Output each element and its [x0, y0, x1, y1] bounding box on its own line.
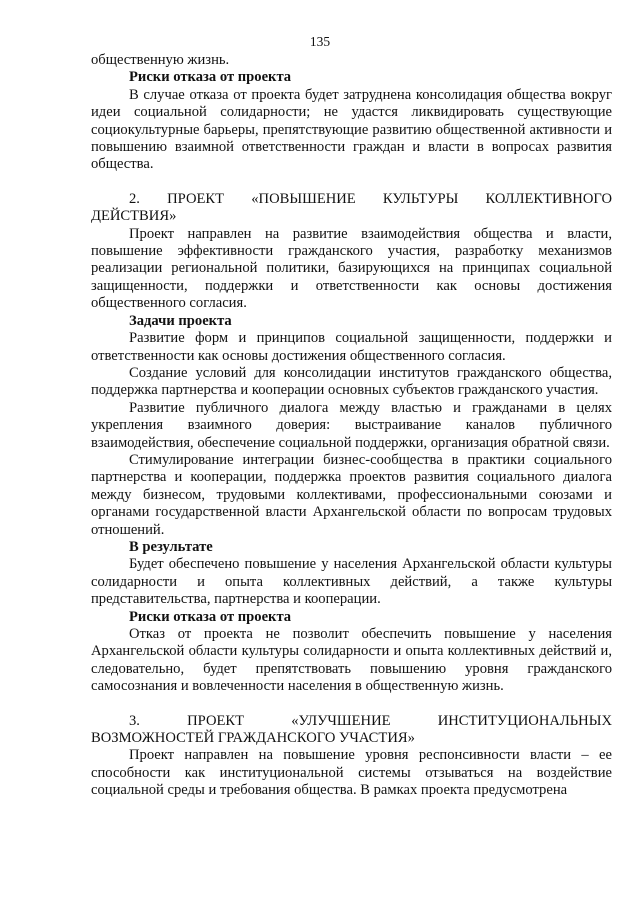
paragraph: Стимулирование интеграции бизнес-сообщества в практики социального партнерства и кооперации, поддержка проектов развития социального диалога между бизнесом, трудовыми коллективами, профессиональными союзами и органами государственной власти Архангельской области по вопросам трудовых отношений.	[91, 451, 612, 538]
section-spacer	[91, 174, 612, 191]
page-number: 135	[309, 34, 331, 49]
subheading: Задачи проекта	[129, 312, 232, 329]
subheading: Риски отказа от проекта	[129, 69, 292, 86]
paragraph: Проект направлен на повышение уровня респонсивности власти – ее способности как институциональной системы отзываться на воздействие социальной среды и требования общества. В рамках проекта предусмотрена	[91, 747, 612, 799]
section-title	[91, 713, 612, 748]
section-spacer	[91, 696, 612, 713]
paragraph: общественную жизнь.	[91, 52, 230, 68]
paragraph: В случае отказа от проекта будет затруднена консолидация общества вокруг идеи социальной солидарности; не удастся ликвидировать существующие социокультурные барьеры, препятствующие развитию общественной активности и повышению взаимной ответственности граждан и власти в вопросах развития общества.	[91, 86, 612, 173]
paragraph: Отказ от проекта не позволит обеспечить повышение у населения Архангельской области культуры солидарности и опыта коллективных действий и, следовательно, будет препятствовать повышению уровня гражданского самосознания и вовлеченности населения в общественную жизнь.	[91, 626, 612, 695]
section-title-line: 3. ПРОЕКТ «УЛУЧШЕНИЕ ИНСТИТУЦИОНАЛЬНЫХ	[129, 712, 612, 729]
paragraph: Будет обеспечено повышение у населения Архангельской области культуры солидарности и опыта коллективных действий, а также культуры представительства, партнерства и кооперации.	[91, 556, 612, 608]
section-title-line: 2. ПРОЕКТ «ПОВЫШЕНИЕ КУЛЬТУРЫ КОЛЛЕКТИВНОГО	[129, 190, 612, 207]
paragraph: Проект направлен на развитие взаимодействия общества и власти, повышение эффективности гражданского участия, разработку механизмов реализации региональной политики, базирующихся на принципах социальной защищенности, поддержки и ответственности как основы достижения общественного согласия.	[91, 225, 612, 312]
section-title-line: ДЕЙСТВИЯ»	[91, 208, 177, 225]
paragraph: Развитие публичного диалога между властью и гражданами в целях укрепления взаимного доверия: выстраивание каналов публичного взаимодействия, обеспечение социальной поддержки, организация обратной связи.	[91, 399, 612, 451]
section-title	[91, 191, 612, 226]
paragraph: Создание условий для консолидации институтов гражданского общества, поддержка партнерства и кооперации основных субъектов гражданского участия.	[91, 364, 612, 399]
subheading: Риски отказа от проекта	[129, 608, 292, 625]
subheading: В результате	[129, 538, 213, 555]
paragraph: Развитие форм и принципов социальной защищенности, поддержки и ответственности как основы достижения общественного согласия.	[91, 330, 612, 364]
document-body	[91, 52, 612, 800]
section-title-line: ВОЗМОЖНОСТЕЙ ГРАЖДАНСКОГО УЧАСТИЯ»	[91, 730, 415, 747]
